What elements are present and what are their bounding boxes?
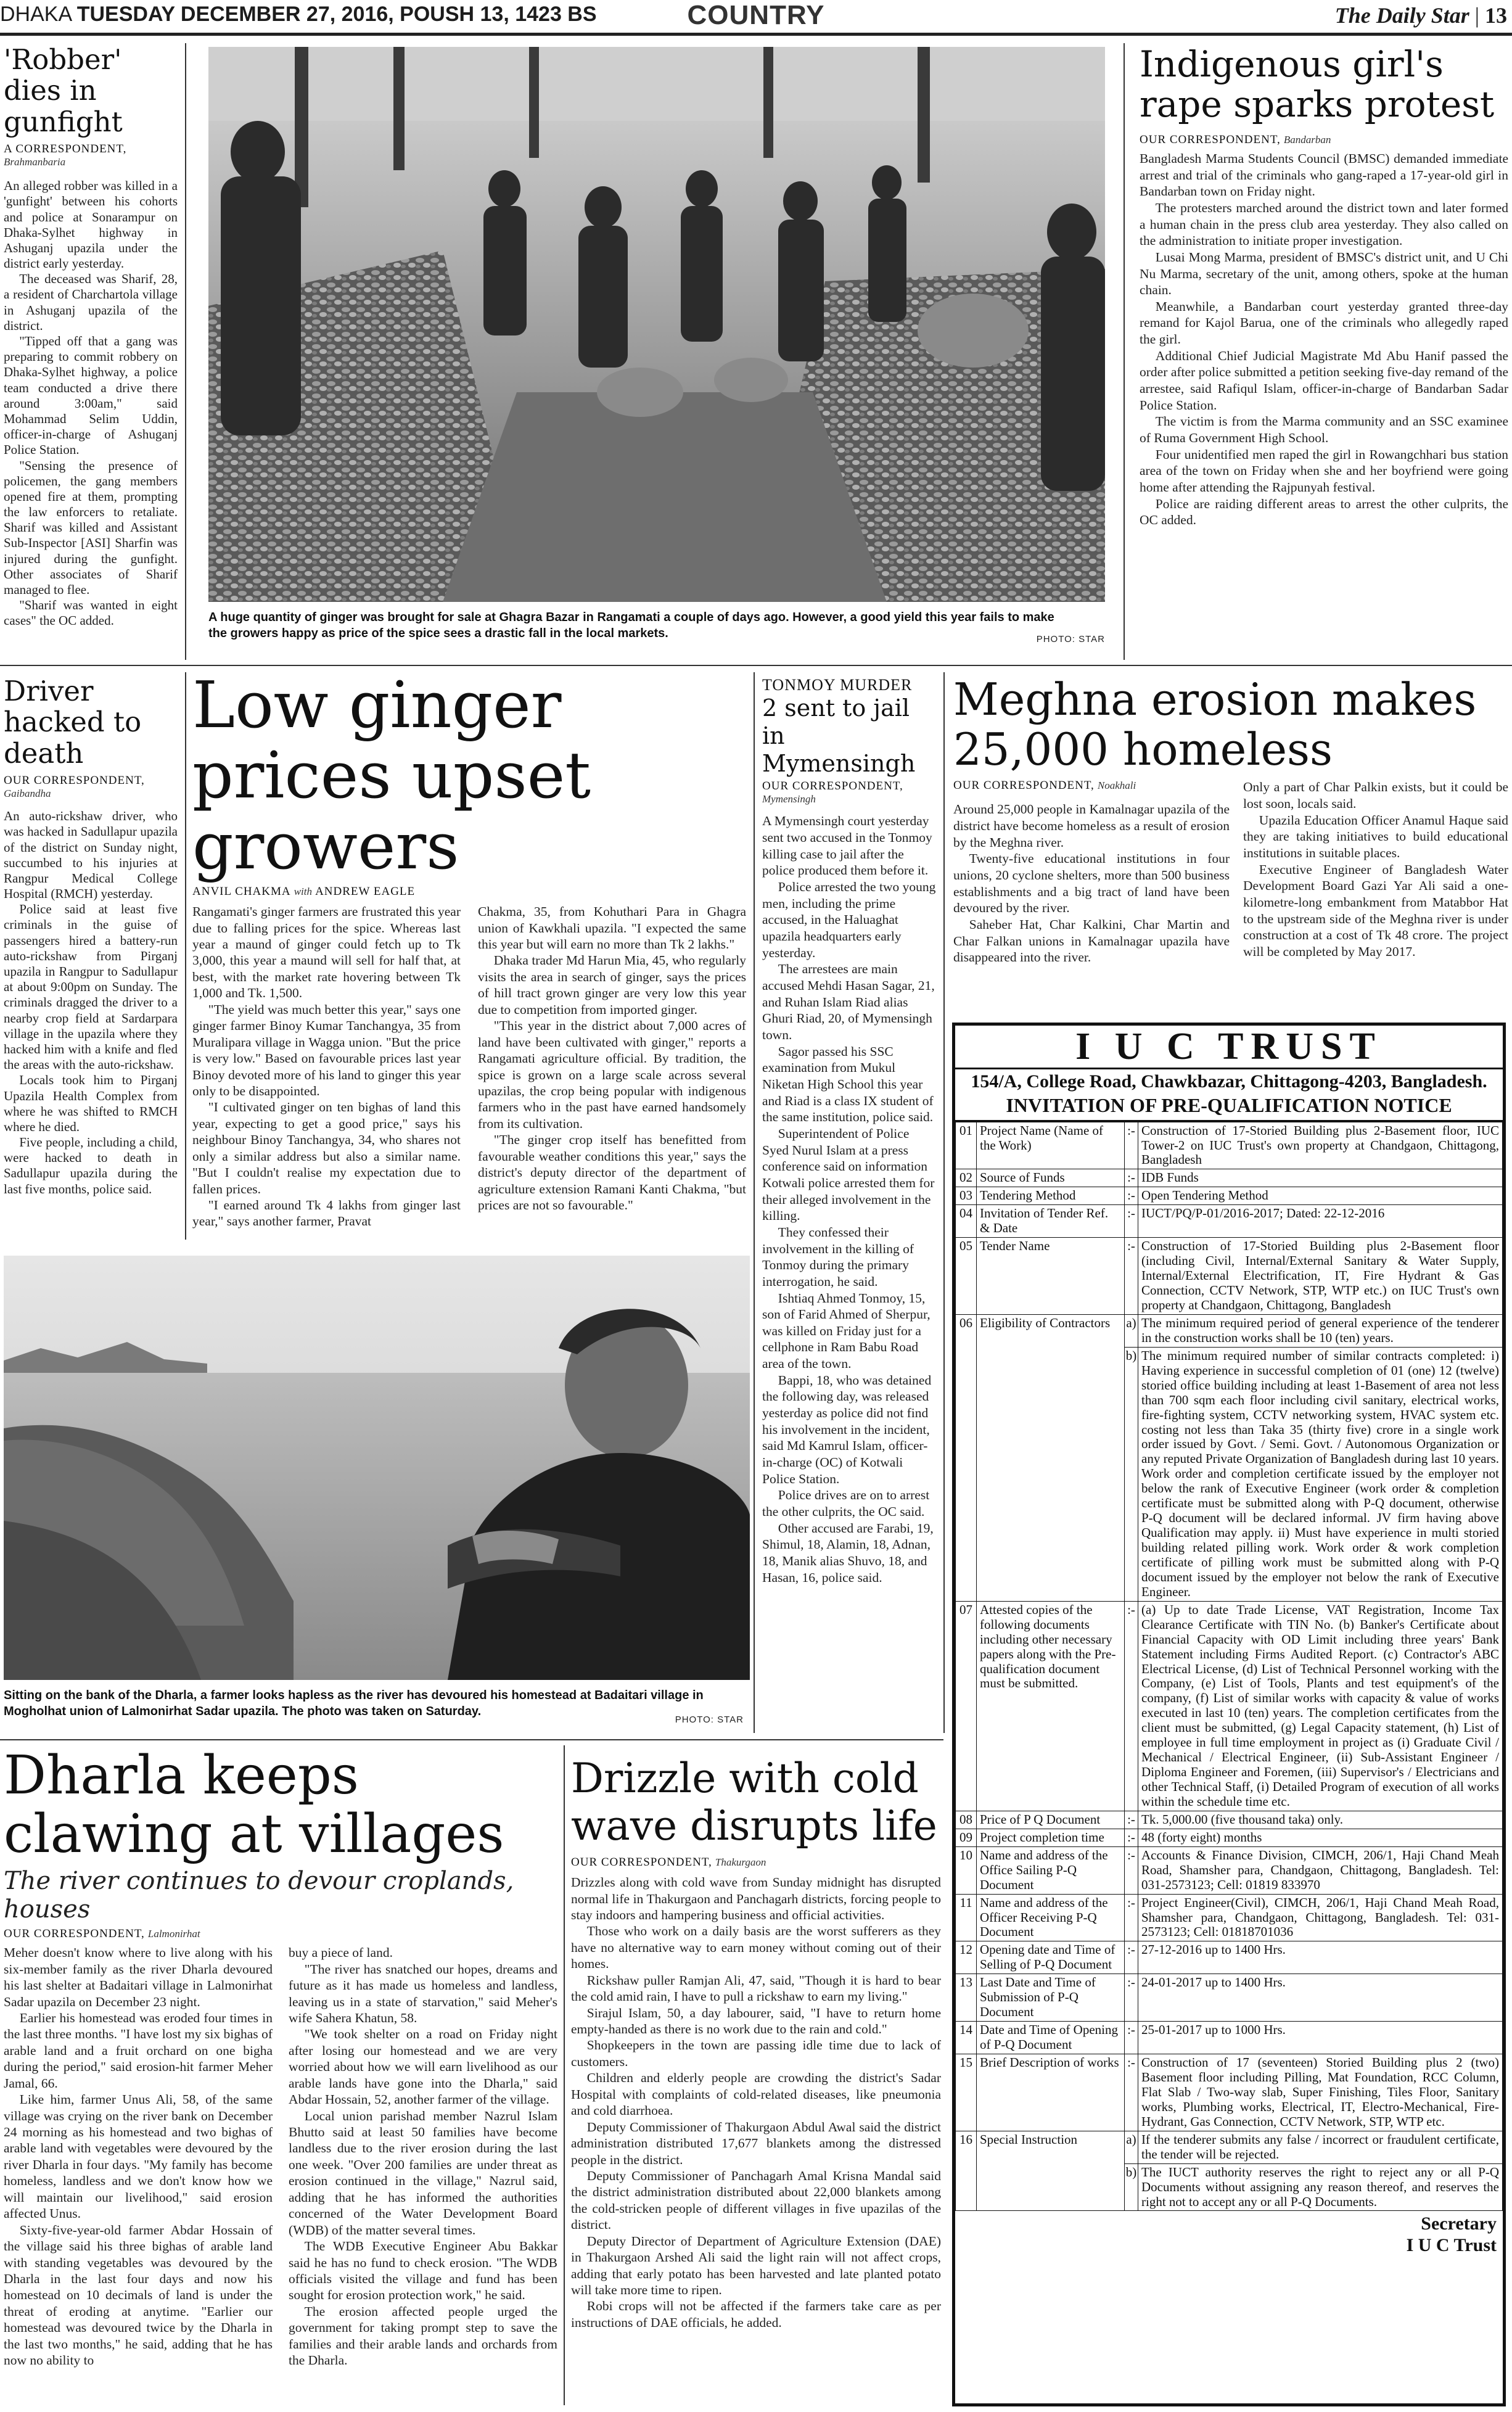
article-drizzle xyxy=(571,1755,941,2331)
article-body: OUR CORRESPONDENT, Noakhali Around 25,000 people in Kamalnagar upazila of the district have become homeless as a result of erosion by the Meghna river. Twenty-five educational institutions in four unions, 20 cyclone shelters, more than 500 business establishments and a big tract of land have been devoured by the river. Saheber Hat, Char Kalkini, Char Martin and Char Falkan unions in Kamalnagar upazila have disappeared into the river. Only a part of Char Palkin exists, but it could be lost soon, locals said. Upazila Education Officer Anamul Haque said they are taking initiatives to build educational institutions in suitable places. Executive Engineer of Bangladesh Water Development Board Gazi Yar Ali said a one-kilometre-long embankment from Matabbor Hat to the upstream side of the Meghna river is under construction at a cost of Tk 48 crore. The project will be completed by May 2017. xyxy=(953,779,1508,965)
notice-row: 03 Tendering Method :- Open Tendering Method xyxy=(956,1187,1503,1205)
notice-row: 12 Opening date and Time of Selling of P-Q Document :- 27-12-2016 up to 1400 Hrs. xyxy=(956,1941,1503,1974)
notice-row: 10 Name and address of the Office Sailing P-Q Document :- Accounts & Finance Division, CIMCH, 206/1, Haji Chand Meah Road, Shamsher para, Chandgaon, Chittagong, Bangladesh. Tel: 031-2573123; Cell: 01819 833970 xyxy=(956,1846,1503,1894)
notice-heading: INVITATION OF PRE-QUALIFICATION NOTICE xyxy=(955,1093,1503,1121)
article-body: A Mymensingh court yesterday sent two accused in the Tonmoy killing case to jail after the police produced them before it. Police arrested the two young men, including the prime accused, in the Haluaghat upazila headquarters early yesterday. The arrestees are main accused Mehdi Hasan Sagar, 21, and Ruhan Islam Riad alias Ghuri Riad, 20, of Mymensingh town. Sagor passed his SSC examination from Mukul Niketan High School this year and Riad is a class IX student of the same institution, police said. Superintendent of Police Syed Nurul Islam at a press conference said on information Kotwali police arrested them for their alleged involvement in the killing. They confessed their involvement in the killing of Tonmoy during the primary interrogation, he said. Ishtiaq Ahmed Tonmoy, 15, son of Farid Ahmed of Sherpur, was killed on Friday just for a cellphone in Ram Babu Road area of the town. Bappi, 18, who was detained the following day, was released yesterday as police did not find his involvement in the incident, said Md Kamrul Islam, officer-in-charge (OC) of Kotwali Police Station. Police drives are on to arrest the other culprits, the OC said. Other accused are Farabi, 19, Shimul, 18, Alamin, 18, Adnan, 18, Manik alias Shuvo, 18, and Hasan, 16, police said. xyxy=(762,813,936,1585)
article-meghna-erosion xyxy=(953,675,1508,966)
page-masthead xyxy=(0,0,1512,36)
notice-row: 11 Name and address of the Officer Receiving P-Q Document :- Project Engineer(Civil), CIMCH, 206/1, Haji Chand Meah Road, Shamsher para, Chandgaon, Chittagong, Bangladesh. Tel: 031-2573123; Cell: 01818701036 xyxy=(956,1894,1503,1941)
notice-row: 14 Date and Time of Opening of P-Q Document :- 25-01-2017 up to 1000 Hrs. xyxy=(956,2022,1503,2054)
headline: Driver hacked to death xyxy=(4,675,142,770)
headline: 'Robber' dies in gunfight xyxy=(4,43,123,138)
column-rule xyxy=(943,672,945,1733)
byline: OUR CORRESPONDENT, Noakhali xyxy=(953,779,1136,792)
headline: Indigenous girl's rape sparks protest xyxy=(1140,43,1495,125)
article-tonmoy xyxy=(762,676,936,1586)
dharla-river-image xyxy=(4,1256,750,1680)
edition-date: DHAKA TUESDAY DECEMBER 27, 2016, POUSH 13, 1423 BS xyxy=(0,2,597,26)
notice-address: 154/A, College Road, Chawkbazar, Chittagong-4203, Bangladesh. xyxy=(971,1071,1487,1092)
notice-row: 06 Eligibility of Contractors a) b) The minimum required period of general experience of the tenderer in the construction works shall be 10 (ten) years. The minimum required number of similar contracts completed: i) Having experience in successful completion of 01 (one) 12 (twelve) storied office building including at least 1-Basement of area not less than 700 sqm each floor including civil sanitary, electrical works, fire-fighting system, CCTV networking system, HVAC system etc. costing not less than Taka 35 (thirty five) crore in a single work order issued by Govt. / Semi. Govt. / Autonomous Organization or any reputed Private Organization of Bangladesh during last 10 years. Work order and completion certificate issued by the employer not below the rank of Executive Engineer (work order & completion certificate must be submitted along with P-Q document, otherwise P-Q document will be declared informal. JV firm having above Qualification may apply. ii) Must have experience in multi storied building related pilling work. Work order & work completion certificate of pilling work must be submitted along with P-Q document issued by the employer not below the rank of Executive Engineer. xyxy=(956,1314,1503,1601)
notice-title: I U C TRUST xyxy=(955,1026,1503,1069)
article-rape-protest xyxy=(1140,44,1508,529)
headline: Drizzle with cold wave disrupts life xyxy=(571,1755,937,1850)
article-dharla-erosion xyxy=(4,1747,557,2369)
column-rule xyxy=(1124,43,1125,660)
article-driver xyxy=(4,676,178,1197)
kicker: TONMOY MURDER xyxy=(762,676,913,694)
byline: OUR CORRESPONDENT, xyxy=(762,780,903,793)
column-rule xyxy=(185,43,186,660)
section-divider xyxy=(0,1739,943,1740)
notice-signature: Secretary I U C Trust xyxy=(1406,2213,1497,2255)
dateline-place: Mymensingh xyxy=(762,793,816,805)
column-rule xyxy=(754,672,755,1733)
ginger-market-image xyxy=(208,47,1105,602)
article-body: Drizzles along with cold wave from Sunday midnight has disrupted normal life in Thakurgaon and Panchagarh districts, forcing people to stay indoors and hampering business and official activities. Those who work on a daily basis are the worst sufferers as they have no alternative way to earn money without coming out of their homes. Rickshaw puller Ramjan Ali, 47, said, "Though it is hard to bear the cold amid rain, I have to pull a rickshaw to earn my living." Sirajul Islam, 50, a day labourer, said, "I have to return home empty-handed as there is no work due to the rain and cold." Shopkeepers in the town are passing idle time due to lack of customers. Children and elderly people are crowding the district's Sadar Hospital with complaints of cold-related diseases, like pneumonia and cold diarrhoea. Deputy Commissioner of Thakurgaon Abdul Awal said the district administration distributed 17,677 blankets among the distressed people in the district. Deputy Commissioner of Panchagarh Amal Krisna Mandal said the district administration distributed about 22,000 blankets among the cold-stricken people of different villages in five upazilas of the district. Deputy Director of Department of Agriculture Extension (DAE) in Thakurgaon Arshed Ali said the light rain will not affect crops, adding that early potato has been harvested and late planted potato will take more time to ripen. Robi crops will not be affected if the farmers take care as per instructions of DAE officials, he added. xyxy=(571,1875,941,2330)
article-body: Rangamati's ginger farmers are frustrated this year due to falling prices for the spice. Whereas last year a maund of ginger could fetch up to Tk 3,000, this year a maund will sell for half that, at best, with the market rate hovering between Tk 1,000 and Tk. 1,500. "The yield was much better this year," says one ginger farmer Binoy Kumar Tanchangya, 35 from Muralipara village in Wagga union. "But the price is very low." Based on favourable prices last year Binoy devoted more of his land to ginger this year only to be disappointed. "I cultivated ginger on ten bighas of land this year, expecting to get a good price," says his neighbour Binoy Tanchangya, 34, who shares not only a similar address but also a similar name. "But I couldn't realise my expectation due to fallen prices. "I earned around Tk 4 lakhs from ginger last year," says another farmer, Pravat Chakma, 35, from Kohuthari Para in Ghagra union of Kawkhali upazila. "I expected the same this year but will earn no more than Tk 2 lakhs." Dhaka trader Md Harun Mia, 45, who regularly visits the area in search of ginger, says the prices of hill tract grown ginger are very low this year due to competition from imported ginger. "This year in the district about 7,000 acres of land have been cultivated with ginger," reports a Rangamati agriculture official. By tradition, the spice is grown on a large scale across several upazilas, the crop being popular with indigenous farmers who in the past have earned handsomely from its cultivation. "The ginger crop itself has benefitted from favourable weather conditions this year," says the district's deputy director of the department of agriculture extension Ramani Kanti Chakma, "but prices are not so favourable." xyxy=(192,904,746,1229)
section-divider xyxy=(0,665,1512,666)
headline: Dharla keeps clawing at villages xyxy=(4,1745,504,1865)
byline: A CORRESPONDENT, xyxy=(4,142,127,156)
ginger-photo-caption: A huge quantity of ginger was brought for sale at Ghagra Bazar in Rangamati a couple of days ago. However, a good yield this year fails to make the growers happy as price of the spice sees a drastic fall in the local markets. xyxy=(208,611,1054,640)
byline: OUR CORRESPONDENT, xyxy=(4,774,145,788)
notice-row: 05 Tender Name :- Construction of 17-Storied Building plus 2-Basement floor (including Civil, Internal/External Sanitary & Water Supply, Internal/External Electrification, IT, Fire Hydrant & Gas Connection, CCTV Network, STP, WTP etc.) on IUC Trust's own property at Chandgaon, Chittagong, Bangladesh xyxy=(956,1238,1503,1315)
byline: ANVIL CHAKMA with ANDREW EAGLE xyxy=(192,885,416,899)
byline: OUR CORRESPONDENT, Lalmonirhat xyxy=(4,1927,200,1941)
article-ginger-prices xyxy=(192,667,746,1230)
page-number: 13 xyxy=(1485,3,1507,28)
article-body: Bangladesh Marma Students Council (BMSC) demanded immediate arrest and trial of the criminals who gang-raped a 17-year-old girl in Bandarban town on Friday night. The protesters marched around the district town and later formed a human chain in the press club area yesterday. They also called on the administration to initiate proper investigation. Lusai Mong Marma, president of BMSC's district unit, and U Chi Nu Marma, secretary of the unit, among others, spoke at the human chain. Meanwhile, a Bandarban court yesterday granted three-day remand for Kajol Barua, one of the criminals who allegedly raped the girl. Additional Chief Judicial Magistrate Md Abu Hanif passed the order after police submitted a petition seeking five-day remand of the arrestee, said Rafiqul Islam, officer-in-charge of Bandarban Sadar Police Station. The victim is from the Marma community and an SSC examinee of Ruma Government High School. Four unidentified men raped the girl in Rowangchhari bus station area of the town on Friday when she and her boyfriend were going home after attending the Rajpunyah festival. Police are raiding different areas to arrest the other culprits, the OC added. xyxy=(1140,150,1508,528)
column-rule xyxy=(564,1745,565,2405)
notice-row: 02 Source of Funds :- IDB Funds xyxy=(956,1169,1503,1187)
dharla-photo-caption: Sitting on the bank of the Dharla, a farmer looks hapless as the river has devoured his homestead at Badaitari village in Mogholhat union of Lalmonirhat Sadar upazila. The photo was taken on Saturday. xyxy=(4,1689,704,1718)
byline: OUR CORRESPONDENT, Bandarban xyxy=(1140,133,1331,146)
notice-row: 07 Attested copies of the following documents including other necessary papers along with the Pre-qualification document must be submitted. :- (a) Up to date Trade License, VAT Registration, Income Tax Clearance Certificate with TIN No. (b) Banker's Certificate about Financial Capacity with OD Limit including three years' Bank Statement including Firms Audited Report. (c) Contractor's ABC Electrical License, (d) List of Technical Personnel working with the Company, (e) List of Tools, Plants and test equipment's of the company, (f) List of similar works with capacity & value of works executed in last 10 (ten) years. The completion certificates from the client must be submitted, (g) Legal Capacity statement, (h) List of employee in full time employment in project as (i) Graduate Civil / Mechanical / Electrical Engineer, (ii) Sub-Assistant Engineer / Diploma Engineer and Foremen, (iii) Supervisor's / Electricians and other Technical Staff, (i) Detailed Program of execution of all works within the schedule time etc. xyxy=(956,1601,1503,1811)
article-body: An alleged robber was killed in a 'gunfight' between his cohorts and police at Sonarampur on Dhaka-Sylhet highway in Ashuganj upazila under the district early yesterday. The deceased was Sharif, 28, a resident of Charchartola village in Ashuganj upazila of the district. "Tipped off that a gang was preparing to commit robbery on Dhaka-Sylhet highway, a police team conducted a drive there around 3:00am," said Mohammad Selim Uddin, officer-in-charge of Ashuganj Police Station. "Sensing the presence of policemen, the gang members opened fire at them, prompting the law enforcers to retaliate. Sharif was killed and Assistant Sub-Inspector [ASI] Sharfin was injured during the gunfight. Other associates of Sharif managed to flee. "Sharif was wanted in eight cases" the OC added. xyxy=(4,178,178,628)
article-robber xyxy=(4,44,178,629)
photo-credit: PHOTO: STAR xyxy=(675,1714,744,1725)
article-body: Meher doesn't know where to live along with his six-member family as the river Dharla devoured his last shelter at Badaitari village in Lalmonirhat Sadar upazila on December 23 night. Earlier his homestead was eroded four times in the last three months. "I have lost my six bighas of arable land and a fruit orchard on one bigha during the period," said erosion-hit farmer Meher Jamal, 66. Like him, farmer Unus Ali, 58, of the same village was crying on the river bank on December 24 morning as his homestead and two bighas of arable land with vegetables were devoured by the river Dharla in four days. "My family has become homeless, landless and we don't know how we will maintain our livelihood," said erosion affected Unus. Sixty-five-year-old farmer Abdar Hossain of the village said his three bighas of arable land with standing vegetables was devoured by the Dharla in the last four days and now his homestead on 10 decimals of land is under the threat of eroding at anytime. "Earlier our homestead was devoured twice by the Dharla in the last two months," he said, adding that he has now no ability to buy a piece of land. "The river has snatched our hopes, dreams and future as it has made us homeless and landless, leaving us in a state of starvation," said Meher's wife Sahera Khatun, 58. "We took shelter on a road on Friday night after losing our homestead and we are very worried about how we will earn livelihood as our arable lands have gone into the Dharla," said Abdar Hossain, 52, another farmer of the village. Local union parishad member Nazrul Islam Bhutto said at least 50 families have become landless due to the river erosion during the last one week. "Over 200 families are under threat as erosion continued in the village," Nazrul said, adding that he has informed the authorities concerned of the Water Development Board (WDB) of the matter several times. The WDB Executive Engineer Abu Bakkar said he has no fund to check erosion. "The WDB officials visited the village and fund has been sought for erosion protection work," he said. The erosion affected people urged the government for taking prompt step to save the families and their arable lands and orchards from the Dharla. xyxy=(4,1945,557,2368)
notice-row: 13 Last Date and Time of Submission of P-Q Document :- 24-01-2017 up to 1400 Hrs. xyxy=(956,1974,1503,2022)
dharla-farmer-photo xyxy=(4,1256,750,1680)
byline: OUR CORRESPONDENT, Thakurgaon xyxy=(571,1856,766,1869)
iuc-trust-notice xyxy=(952,1023,1506,2406)
ginger-market-photo xyxy=(208,47,1105,602)
subheadline: The river continues to devour croplands, houses xyxy=(4,1867,514,1924)
headline: Meghna erosion makes 25,000 homeless xyxy=(953,673,1477,775)
headline: Low ginger prices upset growers xyxy=(192,667,591,884)
notice-row: 08 Price of P Q Document :- Tk. 5,000.00 (five thousand taka) only. xyxy=(956,1811,1503,1829)
paper-name: The Daily Star | 13 xyxy=(1334,3,1507,28)
dateline-place: Brahmanbaria xyxy=(4,156,66,168)
notice-row: 16 Special Instruction a) b) If the tenderer submits any false / incorrect or fraudulent certificate, the tender will be rejected. The IUCT authority reserves the right to reject any or all P-Q Documents without assigning any reason thereof, and reserves the right not to accept any or all P-Q Documents. xyxy=(956,2131,1503,2211)
notice-row: 01 Project Name (Name of the Work) :- Construction of 17-Storied Building plus 2-Basement floor, IUC Tower-2 on IUC Trust's own property at Chandgaon, Chittagong, Bangladesh xyxy=(956,1122,1503,1169)
section-name: COUNTRY xyxy=(687,0,825,30)
notice-row: 04 Invitation of Tender Ref. & Date :- IUCT/PQ/P-01/2016-2017; Dated: 22-12-2016 xyxy=(956,1205,1503,1238)
dateline-place: Gaibandha xyxy=(4,788,51,800)
photo-credit: PHOTO: STAR xyxy=(1036,634,1105,644)
article-body: An auto-rickshaw driver, who was hacked in Sadullapur upazila of the district on Sunday night, succumbed to his injuries at Rangpur Medical College Hospital (RMCH) yesterday. Police said at least five criminals in the guise of passengers hired a battery-run auto-rickshaw from Pirganj upazila in Rangpur to Sadullapur at about 9:00pm on Sunday. The criminals dragged the driver to a nearby crop field at Sardarpara village in the upazila where they hacked him with a knife and fled the areas with the auto-rickshaw. Locals took him to Pirganj Upazila Health Complex from where he was shifted to RMCH where he died. Five people, including a child, were hacked to death in Sadullapur upazila during the last five months, police said. xyxy=(4,809,178,1196)
headline: 2 sent to jail in Mymensingh xyxy=(762,694,916,777)
notice-table xyxy=(955,1122,1503,2212)
notice-row: 09 Project completion time :- 48 (forty eight) months xyxy=(956,1829,1503,1846)
notice-row: 15 Brief Description of works :- Construction of 17 (seventeen) Storied Building plus 2 (two) Basement floor including Pilling, Mat Foundation, RCC Column, Flat Slab / Two-way slab, Super Finishing, Tiles Floor, Sanitary works, Plumbing works, Electrical, IT, Electro-Mechanical, Fire-Hydrant, Gas Connection, CCTV Network, STP, WTP etc. xyxy=(956,2054,1503,2131)
column-rule xyxy=(185,672,186,1240)
